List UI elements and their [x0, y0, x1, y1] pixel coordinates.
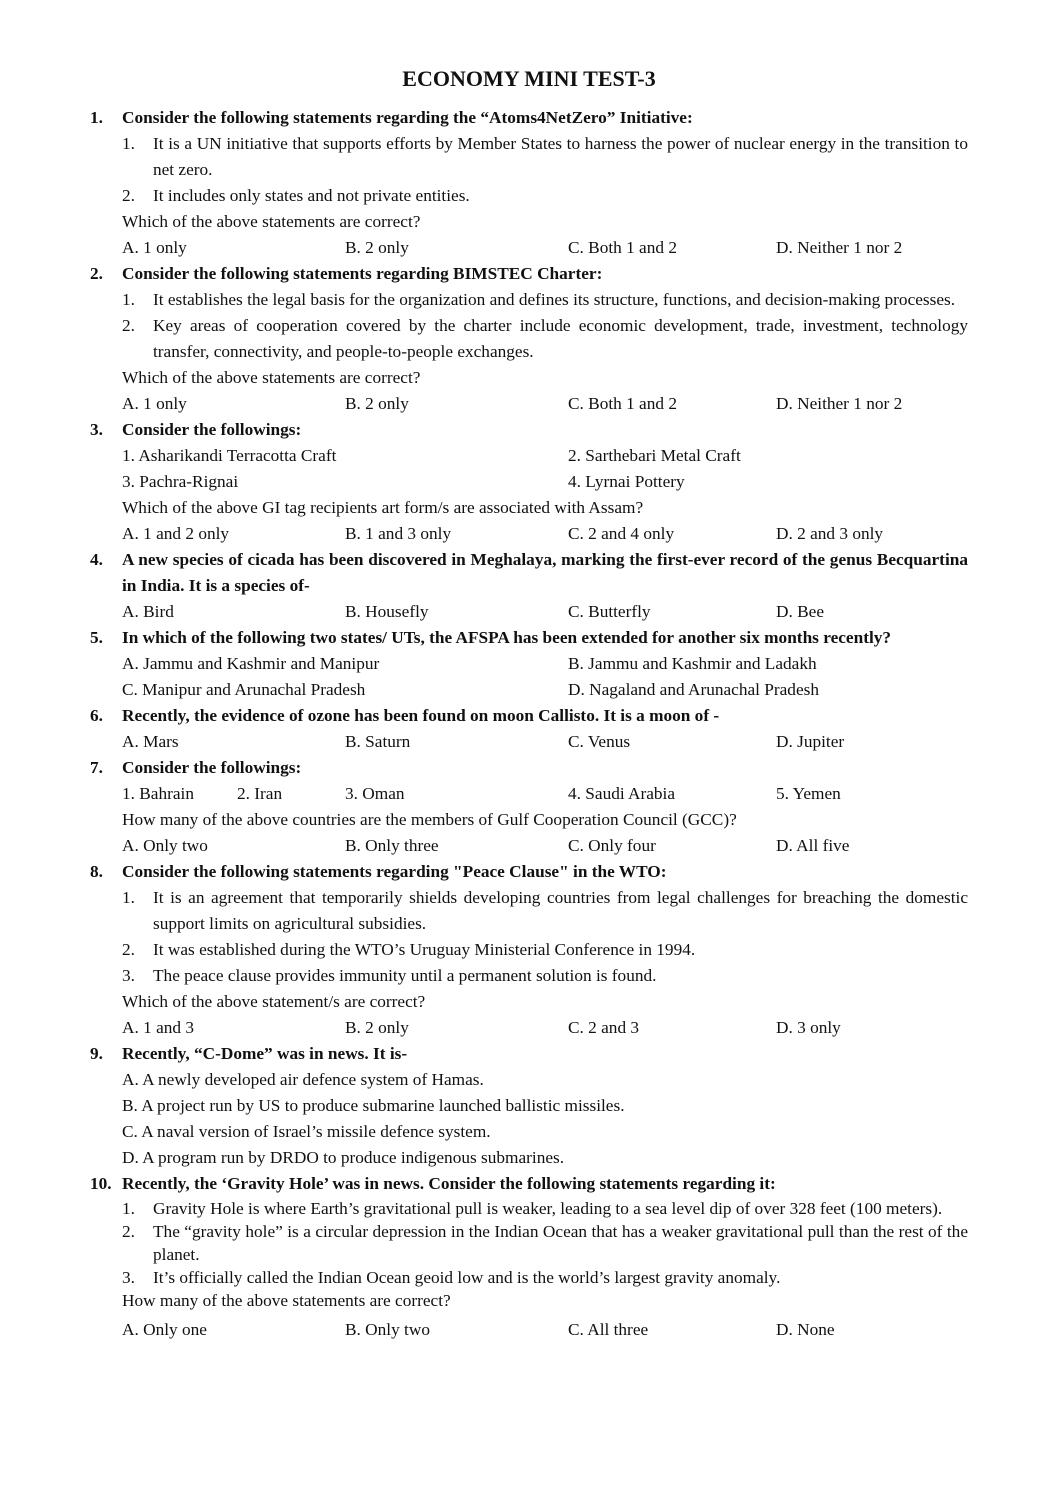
page-title: ECONOMY MINI TEST-3 [402, 66, 656, 91]
option-d[interactable]: D. Nagaland and Arunachal Pradesh [568, 680, 819, 699]
statement-text: The “gravity hole” is a circular depression in the Indian Ocean that has a weaker gravitational pull than the rest of the planet. [153, 1222, 968, 1264]
answer-options [122, 729, 968, 755]
option-d[interactable]: D. Jupiter [776, 732, 845, 751]
question-stem [90, 547, 968, 599]
option-a[interactable]: A. Jammu and Kashmir and Manipur [122, 654, 380, 673]
option-b[interactable]: B. Only two [345, 1320, 430, 1339]
question-stem [90, 755, 968, 781]
statement-number: 3. [122, 966, 135, 985]
option-b[interactable]: B. Jammu and Kashmir and Ladakh [568, 654, 817, 673]
option-d[interactable]: D. 3 only [776, 1018, 841, 1037]
option-b[interactable]: B. Only three [345, 836, 439, 855]
option-b[interactable]: B. Housefly [345, 602, 429, 621]
question-1 [90, 105, 968, 261]
question-number: 8. [90, 862, 103, 881]
statement [122, 131, 968, 183]
question-text: Recently, “C-Dome” was in news. It is- [122, 1044, 408, 1063]
question-2 [90, 261, 968, 417]
statement-number: 2. [122, 940, 135, 959]
question-prompt: Which of the above statements are correct? [122, 368, 421, 387]
statement [122, 1266, 968, 1289]
statement [122, 963, 968, 989]
answer-options [122, 521, 968, 547]
question-body [122, 885, 968, 1041]
question-10 [90, 1171, 968, 1343]
statement-text: Gravity Hole is where Earth’s gravitational pull is weaker, leading to a sea level dip of over 328 feet (100 meters). [153, 1199, 943, 1218]
question-7 [90, 755, 968, 859]
answer-options [122, 1317, 968, 1343]
question-body [122, 287, 968, 417]
answer-options [122, 833, 968, 859]
statement-number: 1. [122, 290, 135, 309]
option-b[interactable]: B. 1 and 3 only [345, 524, 452, 543]
option-a[interactable]: A. Only two [122, 836, 208, 855]
option-d[interactable]: D. 2 and 3 only [776, 524, 884, 543]
document-page [90, 64, 968, 1343]
statement [122, 313, 968, 365]
option-c[interactable]: C. Both 1 and 2 [568, 394, 677, 413]
question-3 [90, 417, 968, 547]
question-prompt: Which of the above GI tag recipients art form/s are associated with Assam? [122, 498, 644, 517]
question-prompt: How many of the above countries are the members of Gulf Cooperation Council (GCC)? [122, 810, 737, 829]
question-number: 5. [90, 628, 103, 647]
list-item: 2. Sarthebari Metal Craft [568, 446, 741, 465]
list-item: 3. Pachra-Rignai [122, 472, 239, 491]
question-number: 7. [90, 758, 103, 777]
question-body [122, 131, 968, 261]
option-a[interactable]: A. Bird [122, 602, 174, 621]
option-a[interactable]: A. 1 only [122, 394, 187, 413]
list-item: 4. Saudi Arabia [568, 784, 676, 803]
option-c[interactable]: C. Both 1 and 2 [568, 238, 677, 257]
question-text: In which of the following two states/ UTs, the AFSPA has been extended for another six months recently? [122, 628, 892, 647]
question-prompt: Which of the above statements are correct? [122, 212, 421, 231]
list-item: 1. Asharikandi Terracotta Craft [122, 446, 337, 465]
statement-text: Key areas of cooperation covered by the charter include economic development, trade, investment, technology transfer, connectivity, and people-to-people exchanges. [153, 316, 968, 361]
item-row [122, 469, 968, 495]
question-stem [90, 859, 968, 885]
option-b[interactable]: B. 2 only [345, 238, 409, 257]
option-c[interactable]: C. A naval version of Israel’s missile defence system. [122, 1122, 491, 1141]
statement-text: It is a UN initiative that supports efforts by Member States to harness the power of nuclear energy in the transition to net zero. [153, 134, 968, 179]
option-b[interactable]: B. 2 only [345, 1018, 409, 1037]
answer-options [122, 391, 968, 417]
question-body [122, 729, 968, 755]
question-number: 1. [90, 108, 103, 127]
question-text: Consider the following statements regarding the “Atoms4NetZero” Initiative: [122, 108, 693, 127]
statement-text: It was established during the WTO’s Uruguay Ministerial Conference in 1994. [153, 940, 696, 959]
question-text: Recently, the ‘Gravity Hole’ was in news. Consider the following statements regarding it: [122, 1174, 776, 1193]
option-a[interactable]: A. 1 only [122, 238, 187, 257]
statement [122, 183, 968, 209]
statement-number: 1. [122, 888, 135, 907]
question-text: Recently, the evidence of ozone has been found on moon Callisto. It is a moon of - [122, 706, 720, 725]
question-prompt: Which of the above statement/s are correct? [122, 992, 426, 1011]
question-body [122, 651, 968, 703]
statement [122, 1220, 968, 1266]
question-number: 10. [90, 1174, 112, 1193]
option-b[interactable]: B. 2 only [345, 394, 409, 413]
list-item: 5. Yemen [776, 784, 841, 803]
statement [122, 937, 968, 963]
option-a[interactable]: A. Only one [122, 1320, 207, 1339]
statement-number: 2. [122, 316, 135, 335]
question-5 [90, 625, 968, 703]
question-body [122, 443, 968, 547]
answer-options [122, 599, 968, 625]
question-body [122, 1197, 968, 1343]
list-item: 4. Lyrnai Pottery [568, 472, 685, 491]
question-stem [90, 1171, 968, 1197]
statement-text: The peace clause provides immunity until a permanent solution is found. [153, 966, 657, 985]
answer-options [122, 677, 968, 703]
statement [122, 287, 968, 313]
question-stem [90, 105, 968, 131]
question-text: Consider the following statements regarding BIMSTEC Charter: [122, 264, 603, 283]
question-stem [90, 625, 968, 651]
statement-number: 1. [122, 134, 135, 153]
option-d[interactable]: D. Neither 1 nor 2 [776, 238, 903, 257]
statement-number: 2. [122, 186, 135, 205]
option-c[interactable]: C. Manipur and Arunachal Pradesh [122, 680, 366, 699]
question-stem [90, 261, 968, 287]
option-a[interactable]: A. A newly developed air defence system of Hamas. [122, 1070, 484, 1089]
statement-number: 2. [122, 1222, 135, 1241]
question-9 [90, 1041, 968, 1171]
question-stem [90, 703, 968, 729]
statement [122, 885, 968, 937]
statement-text: It establishes the legal basis for the organization and defines its structure, functions, and decision-making processes. [153, 290, 956, 309]
statement-text: It is an agreement that temporarily shields developing countries from legal challenges for breaching the domestic support limits on agricultural subsidies. [153, 888, 968, 933]
option-d[interactable]: D. A program run by DRDO to produce indigenous submarines. [122, 1148, 565, 1167]
question-body [122, 1067, 968, 1171]
list-item: 3. Oman [345, 784, 405, 803]
question-stem [90, 417, 968, 443]
option-c[interactable]: C. All three [568, 1320, 649, 1339]
answer-options [122, 1015, 968, 1041]
question-list [90, 105, 968, 1343]
question-number: 2. [90, 264, 103, 283]
question-text: Consider the followings: [122, 420, 302, 439]
option-c[interactable]: C. Butterfly [568, 602, 651, 621]
question-number: 9. [90, 1044, 103, 1063]
question-4 [90, 547, 968, 625]
question-stem [90, 1041, 968, 1067]
option-a[interactable]: A. 1 and 2 only [122, 524, 230, 543]
answer-options [122, 235, 968, 261]
option-b[interactable]: B. Saturn [345, 732, 411, 751]
question-number: 4. [90, 550, 103, 569]
question-6 [90, 703, 968, 755]
statement [122, 1197, 968, 1220]
statement-text: It includes only states and not private entities. [153, 186, 470, 205]
answer-options [122, 651, 968, 677]
option-a[interactable]: A. Mars [122, 732, 179, 751]
option-c[interactable]: C. Only four [568, 836, 656, 855]
option-d[interactable]: D. None [776, 1320, 835, 1339]
option-c[interactable]: C. Venus [568, 732, 631, 751]
statement-number: 3. [122, 1268, 135, 1287]
list-item: 2. Iran [237, 784, 283, 803]
option-d[interactable]: D. Bee [776, 602, 824, 621]
question-body [122, 781, 968, 859]
question-8 [90, 859, 968, 1041]
question-text: Consider the following statements regarding "Peace Clause" in the WTO: [122, 862, 667, 881]
statement-text: It’s officially called the Indian Ocean geoid low and is the world’s largest gravity anomaly. [153, 1268, 781, 1287]
option-c[interactable]: C. 2 and 3 [568, 1018, 640, 1037]
option-b[interactable]: B. A project run by US to produce submarine launched ballistic missiles. [122, 1096, 625, 1115]
list-item: 1. Bahrain [122, 784, 194, 803]
statement-number: 1. [122, 1199, 135, 1218]
question-text: Consider the followings: [122, 758, 302, 777]
option-c[interactable]: C. 2 and 4 only [568, 524, 675, 543]
option-d[interactable]: D. All five [776, 836, 850, 855]
question-prompt: How many of the above statements are correct? [122, 1291, 451, 1310]
question-number: 6. [90, 706, 103, 725]
answer-options [122, 1067, 968, 1171]
item-row [122, 443, 968, 469]
question-number: 3. [90, 420, 103, 439]
item-row [122, 781, 968, 807]
option-a[interactable]: A. 1 and 3 [122, 1018, 194, 1037]
option-d[interactable]: D. Neither 1 nor 2 [776, 394, 903, 413]
question-body [122, 599, 968, 625]
question-text: A new species of cicada has been discovered in Meghalaya, marking the first-ever record of the genus Becquartina in India. It is a species of- [122, 550, 968, 595]
